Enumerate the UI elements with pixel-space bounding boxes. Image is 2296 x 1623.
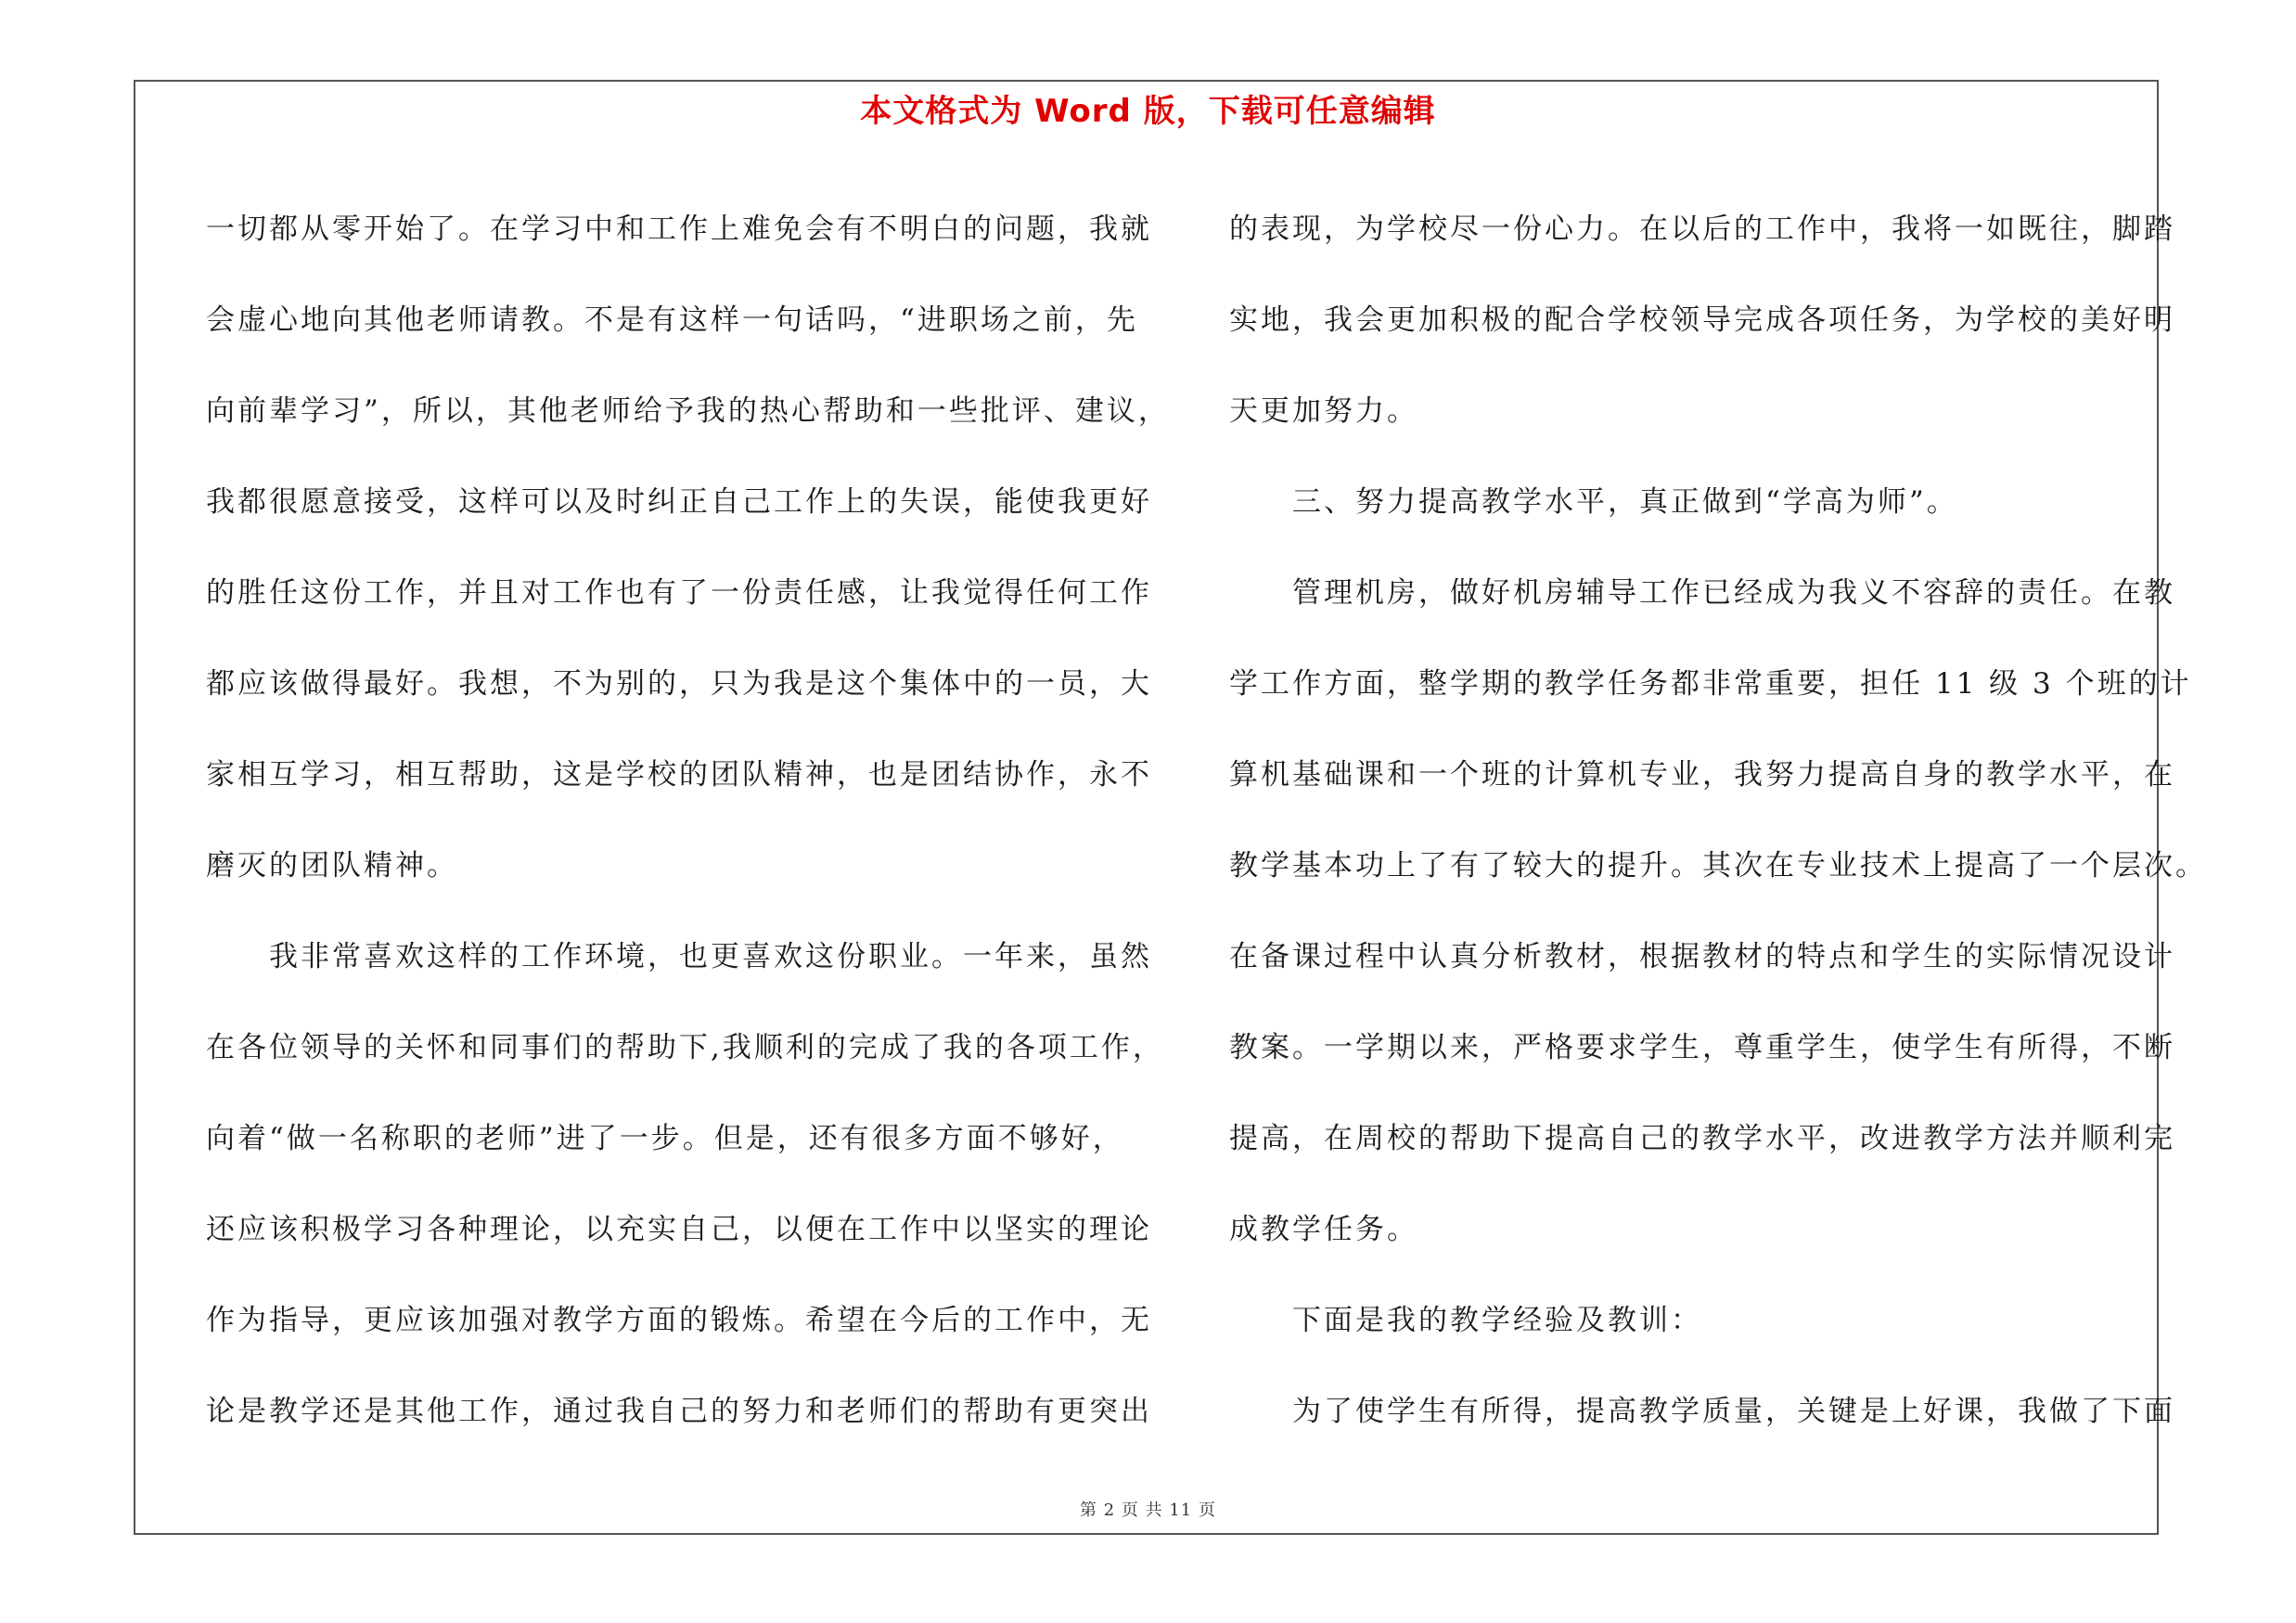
- left-text-column: [206, 184, 1170, 1457]
- text-line: 我都很愿意接受，这样可以及时纠正自己工作上的失误，能使我更好: [206, 485, 1152, 519]
- text-line: 实地，我会更加积极的配合学校领导完成各项任务，为学校的美好明: [1229, 303, 2175, 337]
- paragraph-start-line: 我非常喜欢这样的工作环境，也更喜欢这份职业。一年来，虽然: [269, 940, 1152, 973]
- text-line: 都应该做得最好。我想，不为别的，只为我是这个集体中的一员，大: [206, 667, 1152, 701]
- text-line: 教学基本功上了有了较大的提升。其次在专业技术上提高了一个层次。: [1229, 849, 2207, 882]
- text-line: 教案。一学期以来，严格要求学生，尊重学生，使学生有所得，不断: [1229, 1031, 2175, 1064]
- text-line: 一切都从零开始了。在学习中和工作上难免会有不明白的问题，我就: [206, 213, 1152, 246]
- text-line: 算机基础课和一个班的计算机专业，我努力提高自身的教学水平，在: [1229, 758, 2175, 792]
- text-line: 家相互学习，相互帮助，这是学校的团队精神，也是团结协作，永不: [206, 758, 1152, 792]
- text-line: 学工作方面，整学期的教学任务都非常重要，担任 11 级 3 个班的计: [1229, 667, 2192, 701]
- word-format-banner: 本文格式为 Word 版，下载可任意编辑: [860, 93, 1436, 130]
- paragraph-start-line: 下面是我的教学经验及教训：: [1292, 1304, 1702, 1337]
- section-heading-line: 三、努力提高教学水平，真正做到“学高为师”。: [1292, 485, 1958, 519]
- text-line: 在各位领导的关怀和同事们的帮助下,我顺利的完成了我的各项工作，: [206, 1031, 1164, 1064]
- page-number-footer: 第 2 页 共 11 页: [1080, 1501, 1216, 1520]
- text-line: 会虚心地向其他老师请教。不是有这样一句话吗，“进职场之前，先: [206, 303, 1138, 337]
- text-line: 天更加努力。: [1229, 394, 1418, 428]
- text-line: 还应该积极学习各种理论，以充实自己，以便在工作中以坚实的理论: [206, 1213, 1152, 1246]
- text-line: 论是教学还是其他工作，通过我自己的努力和老师们的帮助有更突出: [206, 1395, 1152, 1428]
- text-line: 提高，在周校的帮助下提高自己的教学水平，改进教学方法并顺利完: [1229, 1122, 2175, 1155]
- text-line: 磨灭的团队精神。: [206, 849, 458, 882]
- text-line: 的表现，为学校尽一份心力。在以后的工作中，我将一如既往，脚踏: [1229, 213, 2175, 246]
- paragraph-start-line: 管理机房，做好机房辅导工作已经成为我义不容辞的责任。在教: [1292, 576, 2175, 610]
- text-line: 成教学任务。: [1229, 1213, 1418, 1246]
- text-line: 向着“做一名称职的老师”进了一步。但是，还有很多方面不够好，: [206, 1122, 1124, 1155]
- text-line: 的胜任这份工作，并且对工作也有了一份责任感，让我觉得任何工作: [206, 576, 1152, 610]
- text-line: 作为指导，更应该加强对教学方面的锻炼。希望在今后的工作中，无: [206, 1304, 1152, 1337]
- text-line: 在备课过程中认真分析教材，根据教材的特点和学生的实际情况设计: [1229, 940, 2175, 973]
- right-text-column: [1229, 184, 2207, 1457]
- text-line: 向前辈学习”，所以，其他老师给予我的热心帮助和一些批评、建议，: [206, 394, 1170, 428]
- paragraph-start-line: 为了使学生有所得，提高教学质量，关键是上好课，我做了下面: [1292, 1395, 2175, 1428]
